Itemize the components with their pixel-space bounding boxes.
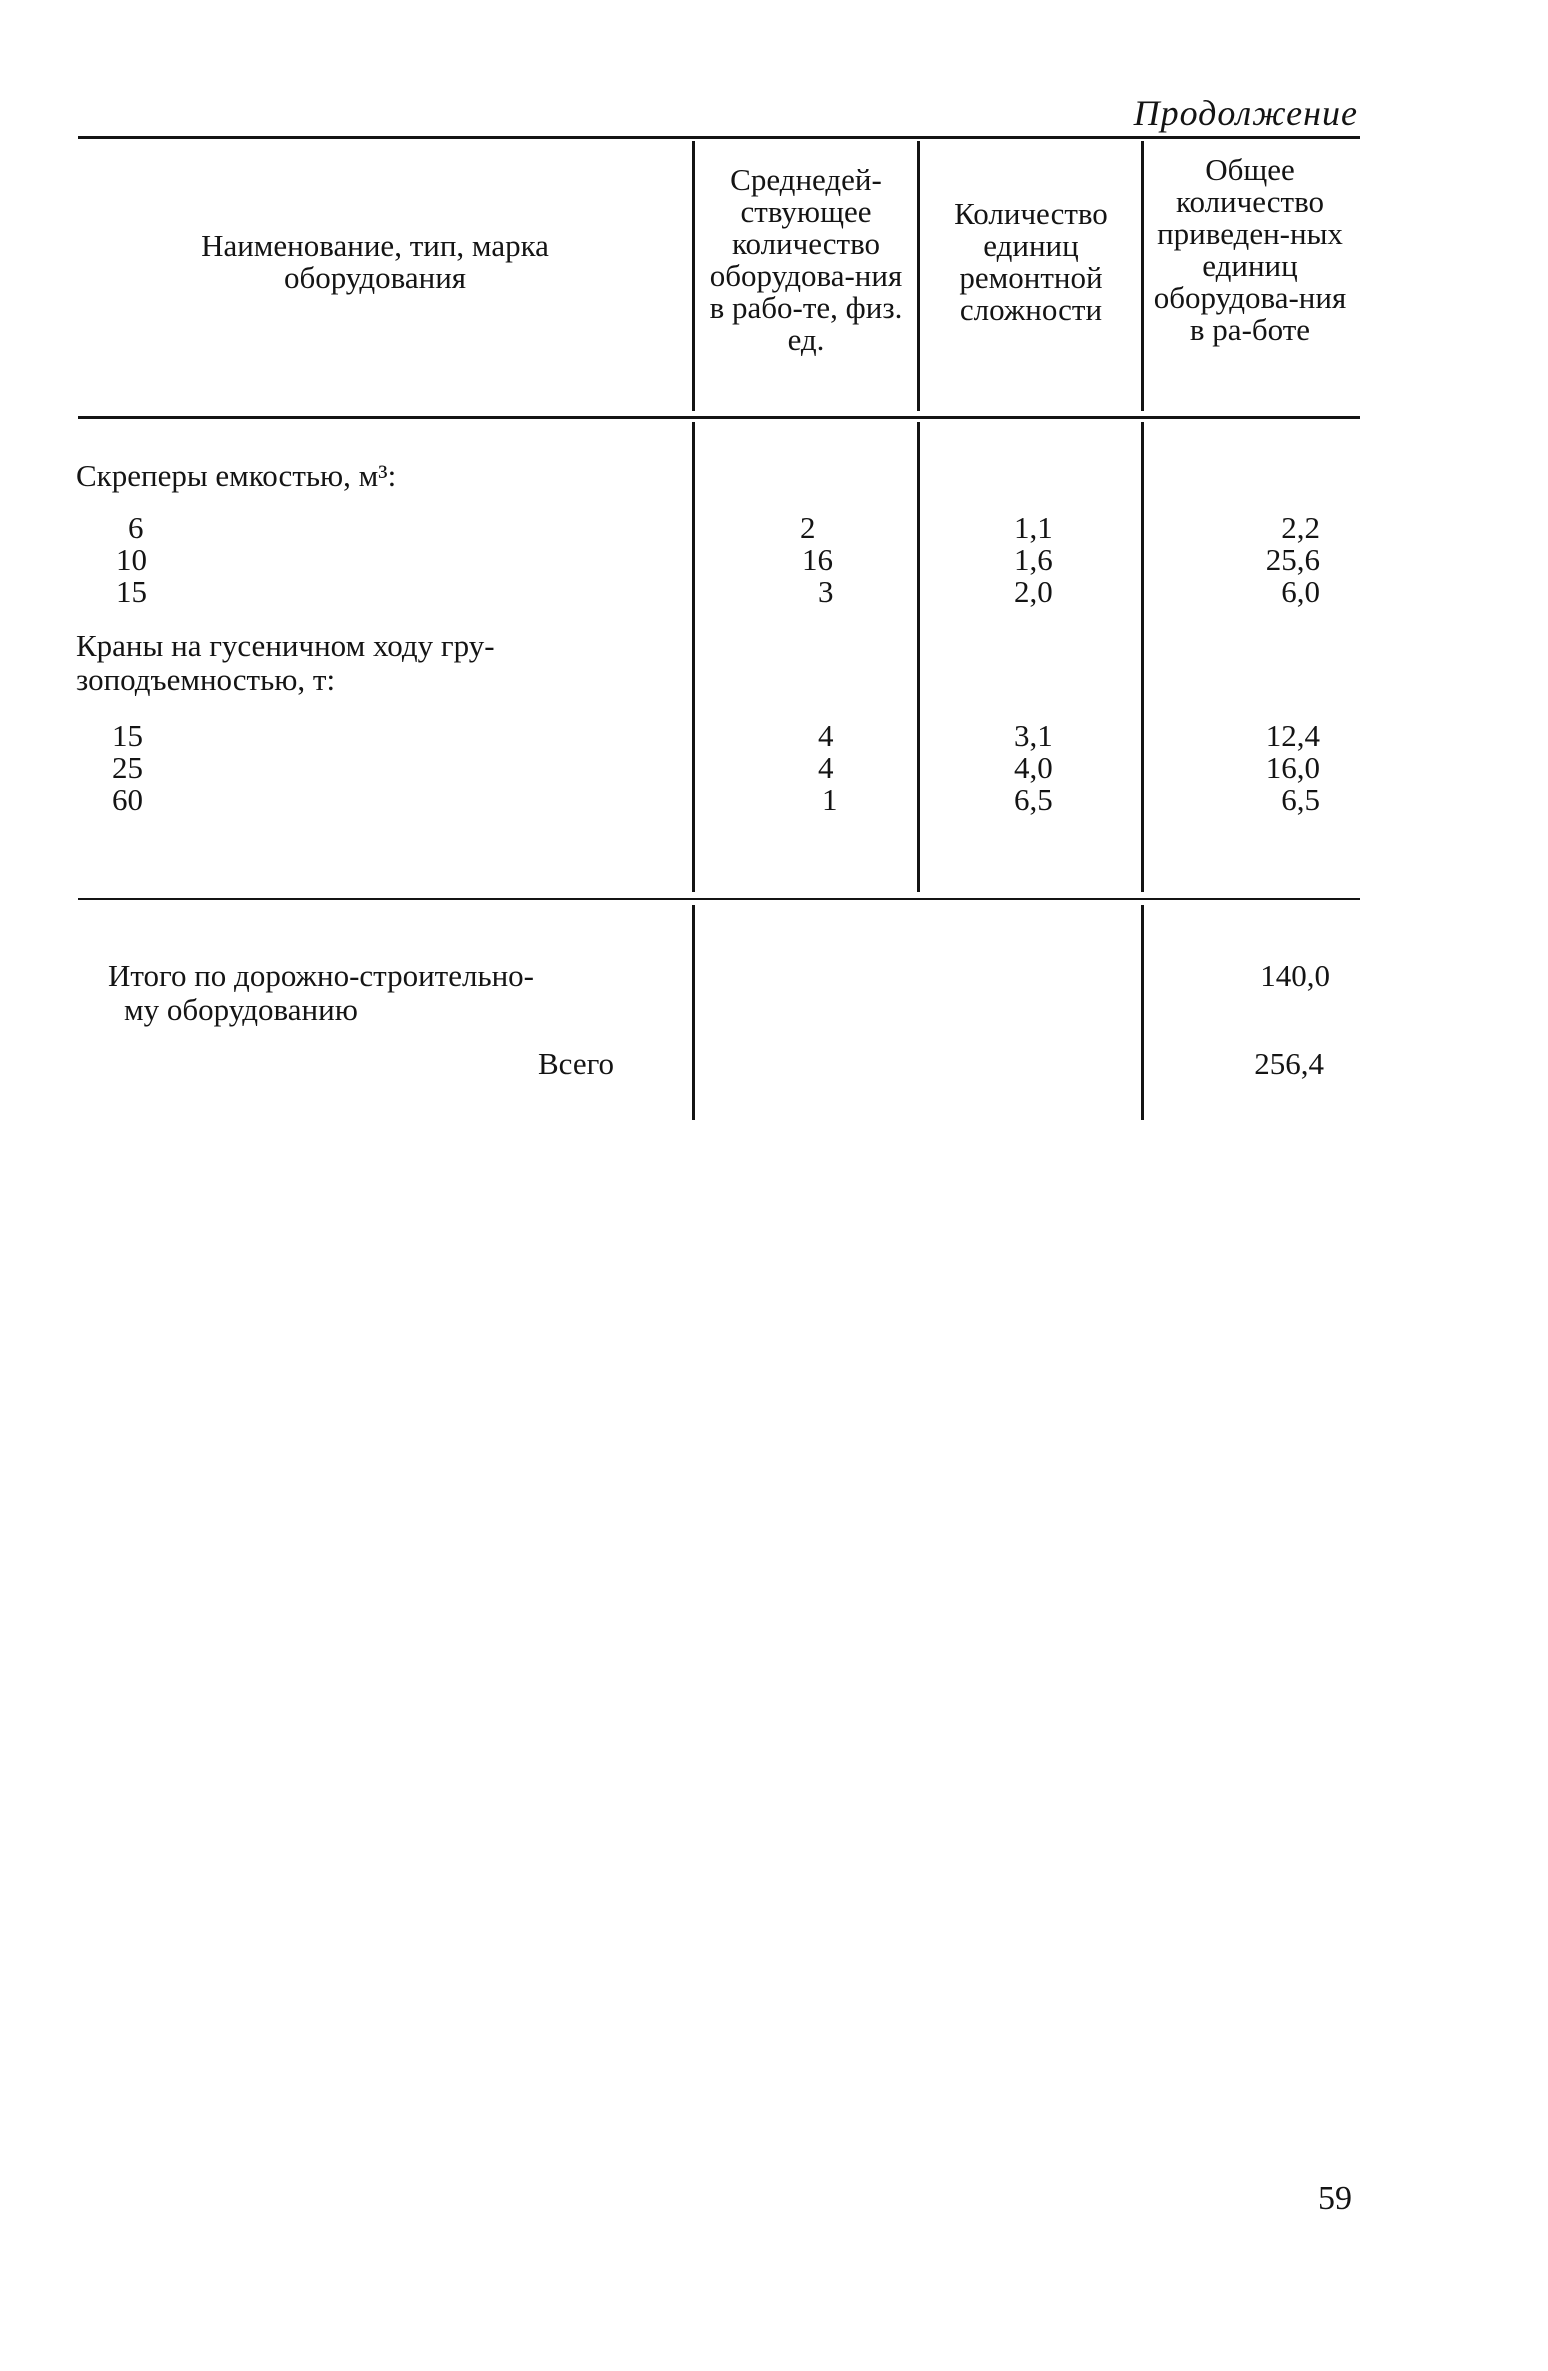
continuation-label: Продолжение (1133, 93, 1358, 133)
row-count: 3 (818, 574, 834, 609)
row-complexity: 6,5 (1014, 782, 1053, 817)
row-total: 6,0 (1281, 574, 1320, 609)
row-total: 6,5 (1281, 782, 1320, 817)
row-total: 12,4 (1265, 718, 1320, 753)
row-name: 25 (112, 750, 143, 785)
group-title-cranes-line2: зоподъемностью, т: (76, 662, 336, 697)
header-divider-2 (917, 141, 920, 411)
row-complexity: 2,0 (1014, 574, 1053, 609)
grand-total-label: Всего (538, 1046, 615, 1081)
row-name: 15 (112, 718, 143, 753)
row-count: 2 (800, 510, 816, 545)
page-number: 59 (1318, 2180, 1352, 2217)
header-complexity: Количество единиц ремонтной сложности (954, 196, 1108, 327)
subtotal-total: 140,0 (1260, 958, 1330, 993)
header-count: Среднедей-ствующее количество оборудова-ния в рабо-те, физ. ед. (709, 162, 903, 357)
row-name: 15 (116, 574, 147, 609)
group-title-scrapers: Скреперы емкостью, м³: (76, 458, 397, 493)
row-complexity: 3,1 (1014, 718, 1053, 753)
totals-divider-1 (692, 905, 695, 1120)
subtotal-label-line1: Итого по дорожно-строительно- (108, 958, 534, 993)
row-total: 2,2 (1281, 510, 1320, 545)
body-divider-3 (1141, 422, 1144, 892)
header-bottom-rule (78, 416, 1360, 419)
row-name: 10 (116, 542, 147, 577)
row-complexity: 4,0 (1014, 750, 1053, 785)
body-divider-1 (692, 422, 695, 892)
header-divider-1 (692, 141, 695, 411)
row-count: 1 (822, 782, 838, 817)
body-divider-2 (917, 422, 920, 892)
header-name: Наименование, тип, марка оборудования (201, 228, 549, 295)
row-total: 16,0 (1265, 750, 1320, 785)
row-name: 60 (112, 782, 143, 817)
group-title-cranes-line1: Краны на гусеничном ходу гру- (76, 628, 495, 663)
row-count: 4 (818, 750, 834, 785)
row-count: 4 (818, 718, 834, 753)
subtotal-label-line2: му оборудованию (124, 992, 358, 1027)
header-total: Общее количество приведен-ных единиц оборудова-ния в ра-боте (1153, 152, 1347, 347)
row-complexity: 1,1 (1014, 510, 1053, 545)
body-bottom-rule (78, 898, 1360, 900)
row-complexity: 1,6 (1014, 542, 1053, 577)
totals-divider-3 (1141, 905, 1144, 1120)
header-divider-3 (1141, 141, 1144, 411)
table-top-rule (78, 136, 1360, 139)
row-total: 25,6 (1265, 542, 1320, 577)
row-name: 6 (128, 510, 144, 545)
row-count: 16 (802, 542, 833, 577)
grand-total-value: 256,4 (1254, 1046, 1324, 1081)
